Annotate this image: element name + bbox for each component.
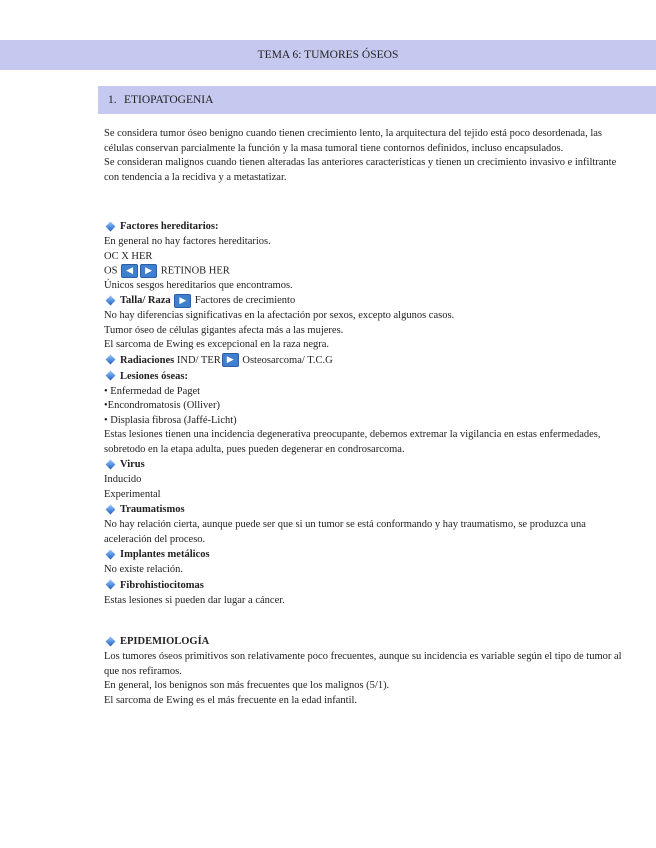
text-paragraph: No hay relación cierta, aunque puede ser que si un tumor se está conformando y hay traumatismo, se produzca una aceleración del proceso. <box>104 519 586 545</box>
heading-implantes: Implantes metálicos <box>104 547 624 563</box>
arrow-right-icon: ▶ <box>174 294 191 308</box>
intro-paragraph-malignant: Se consideran malignos cuando tienen alteradas las anteriores características y tienen un crecimiento invasivo e infiltrante con tendencia a la recidiva y a metastatizar. <box>104 157 617 183</box>
text-line: No hay diferencias significativas en la afectación por sexos, excepto algunos casos. <box>104 310 455 321</box>
section-number: 1. <box>108 94 117 106</box>
diamond-bullet-icon <box>106 459 116 469</box>
text-line: Únicos sesgos hereditarios que encontramos. <box>104 279 293 291</box>
list-item: • Enfermedad de Paget <box>104 385 201 397</box>
diamond-bullet-icon <box>106 295 116 305</box>
heading-hereditarios: Factores hereditarios: <box>104 219 624 235</box>
diamond-bullet-icon <box>106 504 116 514</box>
heading-virus: Virus <box>104 457 624 473</box>
diamond-bullet-icon <box>106 636 116 646</box>
list-item: • Displasia fibrosa (Jaffé-Licht) <box>104 414 237 426</box>
section-title: ETIOPATOGENIA <box>124 94 214 106</box>
diamond-bullet-icon <box>106 221 116 231</box>
list-item: •Encondromatosis (Olliver) <box>104 400 220 411</box>
text-line: OS ◀ ▶ RETINOB HER <box>104 265 230 277</box>
heading-lesiones: Lesiones óseas: <box>104 369 624 385</box>
text-line: El sarcoma de Ewing es excepcional en la raza negra. <box>104 339 330 350</box>
text-line: No existe relación. <box>104 564 184 575</box>
heading-epidemiologia: EPIDEMIOLOGÍA <box>104 634 624 650</box>
arrow-right-icon: ▶ <box>140 264 157 278</box>
text-paragraph: Los tumores óseos primitivos son relativamente poco frecuentes, aunque su incidencia es variable según el tipo de tumor al que nos refiramos. <box>104 651 622 677</box>
diamond-bullet-icon <box>106 549 116 559</box>
arrow-left-icon: ◀ <box>121 264 138 278</box>
intro-text <box>104 127 624 185</box>
page-title: TEMA 6: TUMORES ÓSEOS <box>257 49 399 61</box>
page-title-bar <box>0 40 656 70</box>
arrow-right-icon: ▶ <box>222 353 239 367</box>
diamond-bullet-icon <box>106 355 116 365</box>
heading-traumatismos: Traumatismos <box>104 502 624 518</box>
text-line: En general no hay factores hereditarios. <box>104 236 271 247</box>
text-line: Inducido <box>104 474 142 485</box>
section-header <box>98 86 656 114</box>
heading-fibrohistiocitomas: Fibrohistiocitomas <box>104 578 624 594</box>
text-line: Tumor óseo de células gigantes afecta más a las mujeres. <box>104 324 344 336</box>
heading-talla-raza: Talla/ Raza ▶ Factores de crecimiento <box>104 293 624 309</box>
diamond-bullet-icon <box>106 371 116 381</box>
text-line: OC X HER <box>104 250 153 262</box>
text-line: En general, los benignos son más frecuentes que los malignos (5/1). <box>104 680 390 691</box>
intro-paragraph-benign: Se considera tumor óseo benigno cuando tienen crecimiento lento, la arquitectura del tejido está poco desordenada, las células conservan parcialmente la función y la masa tumoral tiene contornos definidos, incluso encapsulados. <box>104 128 602 154</box>
text-line: Experimental <box>104 488 161 500</box>
text-line: El sarcoma de Ewing es el más frecuente en la edad infantil. <box>104 694 358 706</box>
text-paragraph: Estas lesiones tienen una incidencia degenerativa preocupante, debemos extremar la vigilancia en estas enfermedades, sobretodo en la etapa adulta, pues pueden degenerar en condrosarcoma. <box>104 429 601 455</box>
text-line: Estas lesiones si pueden dar lugar a cáncer. <box>104 594 285 606</box>
content <box>104 219 624 708</box>
heading-radiaciones: Radiaciones IND/ TER ▶ Osteosarcoma/ T.C.G <box>104 353 624 369</box>
diamond-bullet-icon <box>106 580 116 590</box>
